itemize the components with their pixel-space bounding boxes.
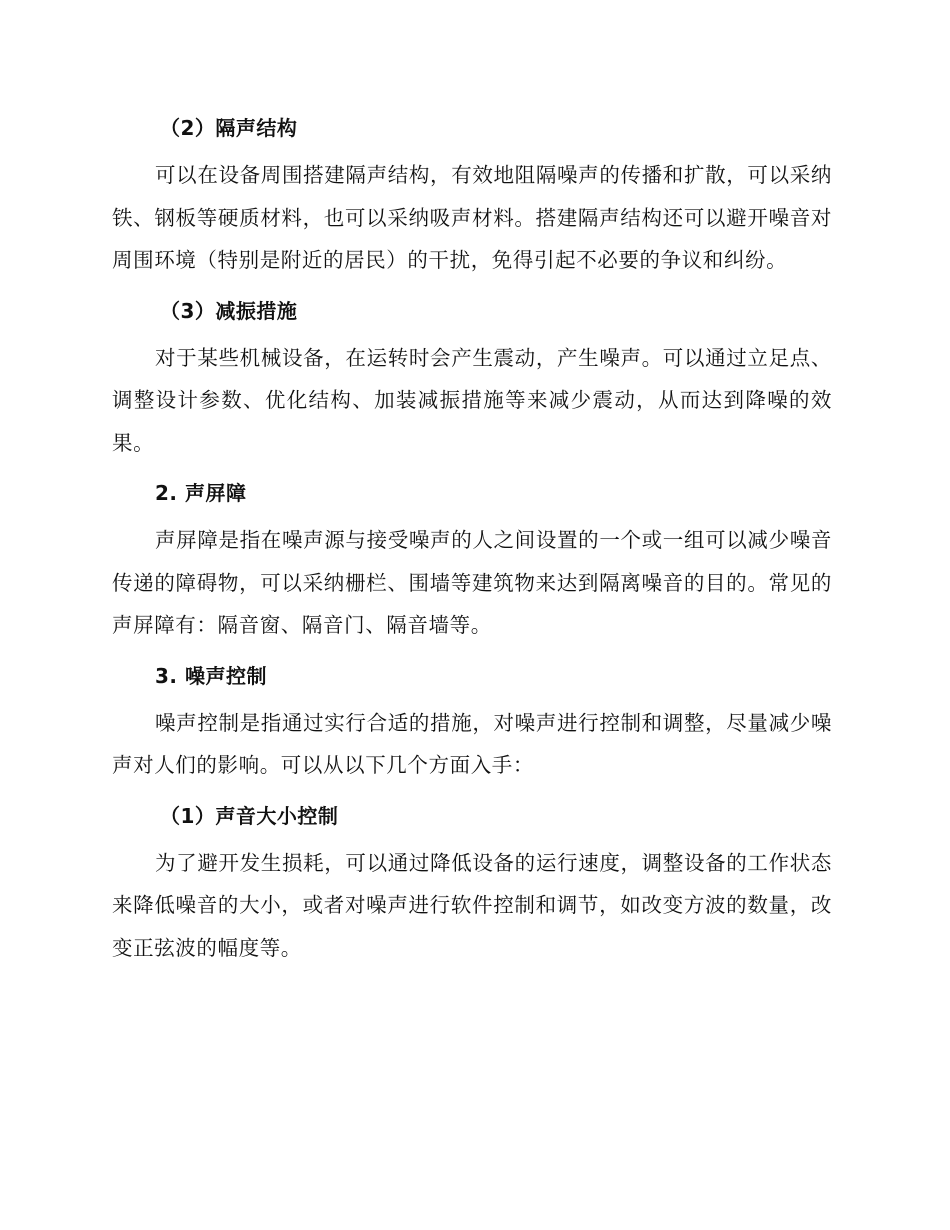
section-paragraph-volume-control: 为了避开发生损耗，可以通过降低设备的运行速度，调整设备的工作状态来降低噪音的大小，或者对噪声进行软件控制和调节，如改变方波的数量，改变正弦波的幅度等。 bbox=[112, 850, 832, 960]
section-paragraph-sound-insulation: 可以在设备周围搭建隔声结构，有效地阻隔噪声的传播和扩散，可以采纳铁、钢板等硬质材料，也可以采纳吸声材料。搭建隔声结构还可以避开噪音对周围环境（特别是附近的居民）的干扰，免得引起不必要的争议和纠纷。 bbox=[112, 163, 832, 272]
section-heading-sound-insulation: （2）隔声结构 bbox=[160, 116, 298, 140]
section-paragraph-noise-control: 噪声控制是指通过实行合适的措施，对噪声进行控制和调整，尽量减少噪声对人们的影响。可以从以下几个方面入手： bbox=[112, 710, 832, 777]
section-heading-volume-control: （1）声音大小控制 bbox=[160, 803, 339, 828]
document-body bbox=[112, 108, 832, 969]
section-paragraph-sound-barrier: 声屏障是指在噪声源与接受噪声的人之间设置的一个或一组可以减少噪音传递的障碍物，可以采纳栅栏、围墙等建筑物来达到隔离噪音的目的。常见的声屏障有：隔音窗、隔音门、隔音墙等。 bbox=[112, 528, 832, 637]
section-heading-vibration-reduction: （3）减振措施 bbox=[160, 298, 298, 323]
section-heading-noise-control: 3. 噪声控制 bbox=[155, 663, 267, 688]
section-heading-sound-barrier: 2. 声屏障 bbox=[155, 481, 247, 505]
section-paragraph-vibration-reduction: 对于某些机械设备，在运转时会产生震动，产生噪声。可以通过立足点、调整设计参数、优化结构、加装减振措施等来减少震动，从而达到降噪的效果。 bbox=[112, 345, 832, 455]
